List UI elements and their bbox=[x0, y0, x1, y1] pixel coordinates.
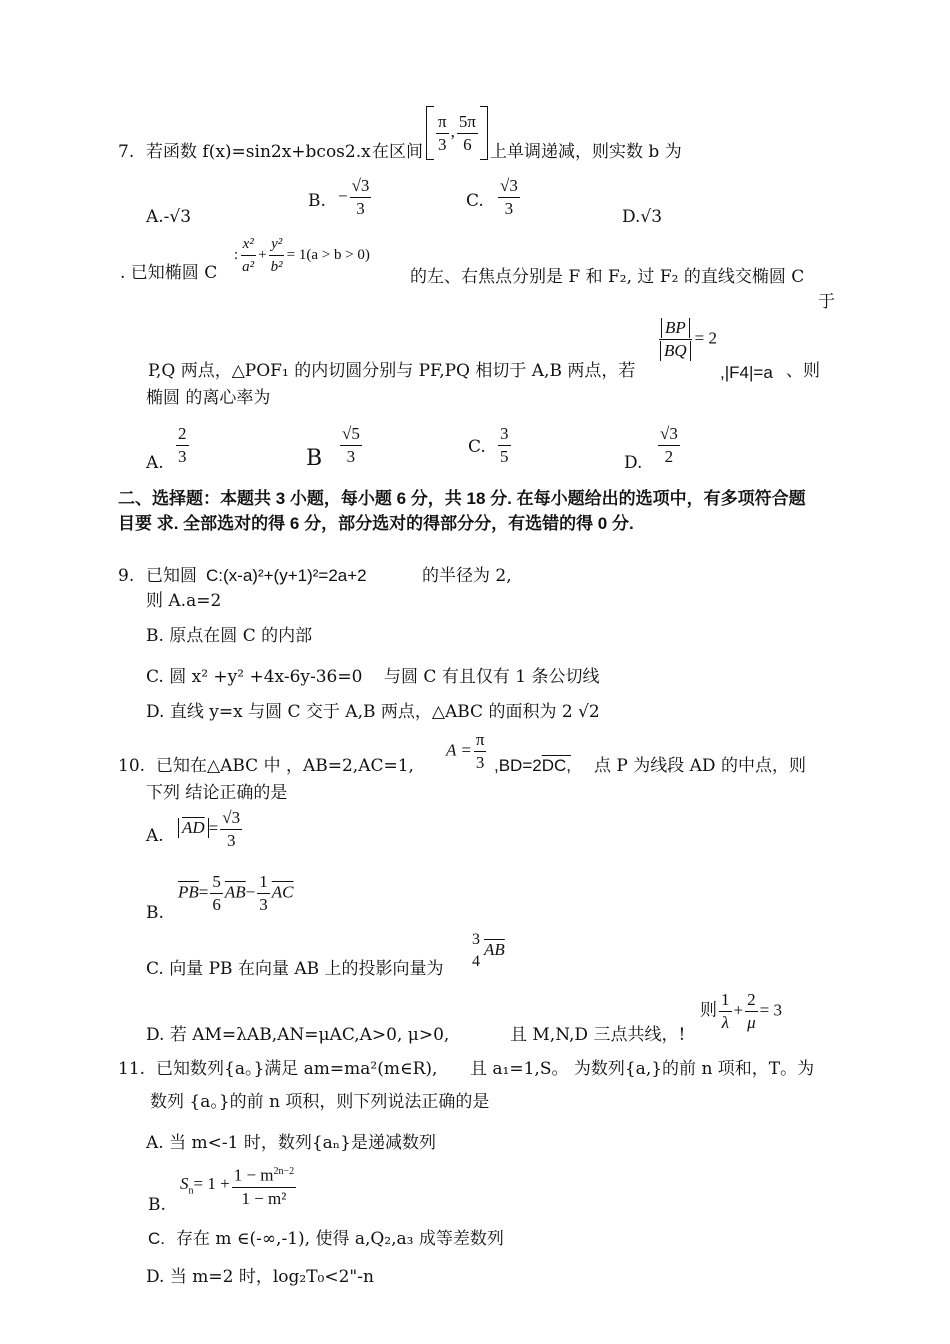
q7-option-b-den: 3 bbox=[356, 199, 365, 218]
q9-option-c-circle: C. 圆 x² +y² +4x-6y-36=0 bbox=[146, 667, 363, 687]
q11-option-d: D. 当 m=2 时，log₂T₀<2"-n bbox=[146, 1267, 374, 1287]
q10-option-a-value bbox=[178, 808, 244, 851]
q8-option-a-num: 2 bbox=[176, 424, 189, 446]
q8-option-d-num: √3 bbox=[658, 424, 680, 446]
q10-option-d-val: = 3 bbox=[759, 1000, 782, 1020]
q7-option-c-label: C. bbox=[466, 191, 484, 211]
q10-option-d-n2: 2 bbox=[745, 990, 758, 1012]
q10-option-b-label: B. bbox=[146, 903, 164, 923]
q10-option-c-den: 4 bbox=[472, 953, 480, 970]
q11-option-b-den: 1 − m² bbox=[241, 1188, 287, 1208]
q7-interval-den2: 6 bbox=[463, 134, 472, 154]
q7-number: 7. bbox=[118, 142, 135, 162]
q8-ellipse-equation: : $\frac{\text{x²}}{\text{a²}}$ + $\frac{\text{y²}}{\text{b²}}$ = 1(a > b > 0) bbox=[234, 236, 370, 275]
section2-instructions-line2: 目要 求. 全部选对的得 6 分，部分选对的得部分分，有选错的得 0 分. bbox=[118, 514, 634, 533]
q11-option-c-label: C. bbox=[148, 1229, 165, 1248]
q10-option-d-d1: λ bbox=[721, 1013, 729, 1032]
q10-option-b-v1: $\overline{AB}$ bbox=[224, 882, 246, 902]
q11-stem-sums: 且 a₁=1,S。 为数列{a,}的前 n 项和，T。为 bbox=[470, 1059, 815, 1079]
q9-option-d: D. 直线 y=x 与圆 C 交于 A,B 两点，△ABC 的面积为 2 √2 bbox=[146, 702, 600, 722]
q11-option-b-num: 1 − m bbox=[233, 1165, 274, 1185]
q11-option-b-sub: n bbox=[188, 1185, 194, 1197]
q8-prefix: . 已知椭圆 C bbox=[120, 263, 218, 283]
q8-option-d-den: 2 bbox=[664, 447, 674, 466]
q7-option-c-num: √3 bbox=[498, 176, 520, 198]
q8-eq-y-num: y² bbox=[269, 234, 284, 256]
q10-option-a-num: √3 bbox=[220, 808, 242, 830]
q8-option-d-value bbox=[656, 424, 682, 467]
q11-option-b-label: B. bbox=[148, 1195, 166, 1215]
q10-option-b-lhs: $\overline{PB}$ bbox=[178, 882, 199, 902]
q8-option-c-den: 5 bbox=[500, 447, 509, 466]
q8-ratio-value: = 2 bbox=[694, 328, 718, 348]
q8-ratio-num: BP bbox=[661, 318, 690, 338]
q10-vec-bd: ,BD bbox=[494, 756, 523, 775]
q8-eq-rest: = 1(a > b > 0) bbox=[286, 246, 370, 263]
q8-option-b-label: B bbox=[306, 446, 323, 471]
q8-colon: : bbox=[234, 246, 239, 263]
q10-stem-conclusion: 下列 结论正确的是 bbox=[146, 783, 288, 803]
q7-stem-function: 若函数 f(x)=sin2x+bcos2.x bbox=[146, 142, 371, 162]
q8-option-a-value bbox=[174, 424, 191, 467]
q8-stem-eccentricity: 椭圆 的离心率为 bbox=[146, 388, 271, 408]
q7-option-a: A.-√3 bbox=[146, 207, 192, 227]
q8-eq-y-den: b² bbox=[270, 259, 283, 275]
q7-option-d: D.√3 bbox=[622, 207, 663, 227]
q9-option-a: 则 A.a=2 bbox=[146, 591, 222, 611]
q7-option-b-num: √3 bbox=[350, 176, 372, 198]
q8-eq-x-den: a² bbox=[242, 259, 255, 275]
q8-stem-f4: ,|F4|=a bbox=[720, 363, 773, 382]
q10-vector-relation bbox=[494, 755, 571, 777]
q10-angle-lhs: A = bbox=[446, 740, 472, 760]
q8-stem-incircle: P,Q 两点，△POF₁ 的内切圆分别与 PF,PQ 相切于 A,B 两点，若 bbox=[148, 361, 636, 381]
q8-option-c-label: C. bbox=[468, 437, 486, 457]
q10-option-b-d2: 3 bbox=[259, 895, 268, 914]
q10-vec-eq: =2 bbox=[522, 756, 542, 775]
q8-stem-yu: 于 bbox=[818, 292, 835, 312]
q8-eq-x-num: x² bbox=[241, 234, 256, 256]
q10-option-b-v2: $\overline{AC}$ bbox=[271, 882, 294, 902]
q11-option-b-eq: = 1 + bbox=[193, 1174, 230, 1194]
q9-stem-prefix: 已知圆 bbox=[146, 566, 197, 586]
q10-option-b-eq: = bbox=[198, 882, 209, 902]
q8-option-d-label: D. bbox=[624, 453, 643, 473]
q8-option-a-label: A. bbox=[146, 453, 164, 473]
q10-option-d-condition: D. 若 AM=λAB,AN=μAC,A>0, μ>0, bbox=[146, 1025, 450, 1045]
q8-ratio-den: BQ bbox=[660, 341, 691, 361]
q10-option-b-n1: 5 bbox=[210, 872, 223, 894]
q11-option-c-text: 存在 m ∈(-∞,-1), 使得 a,Q₂,a₃ 成等差数列 bbox=[176, 1229, 504, 1249]
q10-option-b-n2: 1 bbox=[257, 872, 270, 894]
q7-interval-den1: 3 bbox=[438, 134, 447, 154]
q9-option-b: B. 原点在圆 C 的内部 bbox=[146, 626, 313, 646]
q9-stem-radius: 的半径为 2, bbox=[422, 566, 512, 586]
section2-instructions-line1: 二、选择题：本题共 3 小题，每小题 6 分，共 18 分. 在每小题给出的选项中，有多项符合题 bbox=[118, 489, 806, 508]
q11-option-b-lhs: S bbox=[180, 1174, 189, 1194]
q10-option-b-value bbox=[178, 872, 293, 915]
q11-option-b-num-sup: 2n−2 bbox=[273, 1166, 295, 1177]
q11-option-a: A. 当 m<-1 时，数列{aₙ}是递减数列 bbox=[146, 1133, 436, 1153]
q7-option-b-value: − $\frac{√3}{3}$ bbox=[338, 176, 370, 218]
q8-option-b-num: √5 bbox=[340, 424, 362, 446]
q10-angle-a bbox=[446, 730, 488, 773]
q9-number: 9. bbox=[118, 566, 135, 586]
q10-option-c-vec: $\overline{AB}$ bbox=[484, 939, 505, 959]
q7-interval-num1: π bbox=[436, 112, 449, 134]
q7-interval: $\frac{\pi}{3}$ , $\frac{5\pi}{6}$ bbox=[426, 106, 488, 160]
q8-option-a-den: 3 bbox=[178, 447, 187, 466]
q8-stem-foci: 的左、右焦点分别是 F 和 F₂, 过 F₂ 的直线交椭圆 C bbox=[410, 267, 805, 287]
q9-stem-equation: C:(x-a)²+(y+1)²=2a+2 bbox=[206, 566, 367, 585]
q8-option-c-num: 3 bbox=[498, 424, 511, 446]
q10-option-d-plus: + bbox=[733, 1000, 744, 1020]
q10-option-a-eq: = bbox=[208, 818, 219, 838]
q7-interval-num2: 5π bbox=[457, 112, 478, 134]
q10-stem-midpoint: 点 P 为线段 AD 的中点，则 bbox=[594, 756, 806, 776]
q10-vec-dc: DC, bbox=[541, 756, 572, 775]
q10-option-d-ze: 则 bbox=[700, 1000, 717, 1021]
q10-option-a-den: 3 bbox=[226, 831, 236, 850]
q7-option-b-label: B. bbox=[308, 191, 326, 211]
q11-stem-sequence: 已知数列{a。}满足 am=ma²(m∈R), bbox=[156, 1059, 438, 1079]
q10-angle-num: π bbox=[474, 730, 487, 752]
q10-option-a-vec: $\overline{AD}$ bbox=[178, 818, 209, 838]
q10-option-d-collinear: 且 M,N,D 三点共线，! bbox=[510, 1025, 686, 1045]
q10-option-c-num: 3 bbox=[472, 931, 480, 948]
q7-option-c-den: 3 bbox=[504, 199, 514, 218]
q11-stem-products: 数列 {a。}的前 n 项积，则下列说法正确的是 bbox=[150, 1092, 490, 1112]
q10-option-d-d2: μ bbox=[747, 1013, 756, 1032]
q10-stem-triangle: 已知在△ABC 中 ，AB=2,AC=1, bbox=[156, 756, 414, 776]
q8-option-b-value bbox=[338, 424, 364, 467]
q10-option-d-equation bbox=[700, 990, 782, 1033]
q10-number: 10. bbox=[118, 756, 146, 776]
q7-stem-tail: 上单调递减，则实数 b 为 bbox=[490, 142, 682, 162]
q10-option-a-label: A. bbox=[146, 826, 164, 846]
q11-number: 11. bbox=[118, 1059, 146, 1079]
q10-option-b-d1: 6 bbox=[212, 895, 221, 914]
q7-option-c-value bbox=[496, 176, 522, 219]
q11-option-b-value bbox=[180, 1162, 298, 1209]
q8-ratio bbox=[656, 318, 717, 361]
q10-option-b-minus: − bbox=[245, 882, 256, 902]
q10-angle-den: 3 bbox=[475, 753, 485, 772]
q8-option-c-value bbox=[496, 424, 513, 467]
q10-option-c-text: C. 向量 PB 在向量 AB 上的投影向量为 bbox=[146, 959, 444, 979]
q10-option-c-value bbox=[468, 930, 505, 972]
q8-option-b-den: 3 bbox=[346, 447, 356, 466]
q8-stem-ze: 、则 bbox=[786, 361, 820, 381]
q9-option-c-tangent: 与圆 C 有且仅有 1 条公切线 bbox=[384, 667, 600, 687]
q7-stem-interval-label: 在区间 bbox=[372, 142, 423, 162]
q10-option-d-n1: 1 bbox=[719, 990, 732, 1012]
